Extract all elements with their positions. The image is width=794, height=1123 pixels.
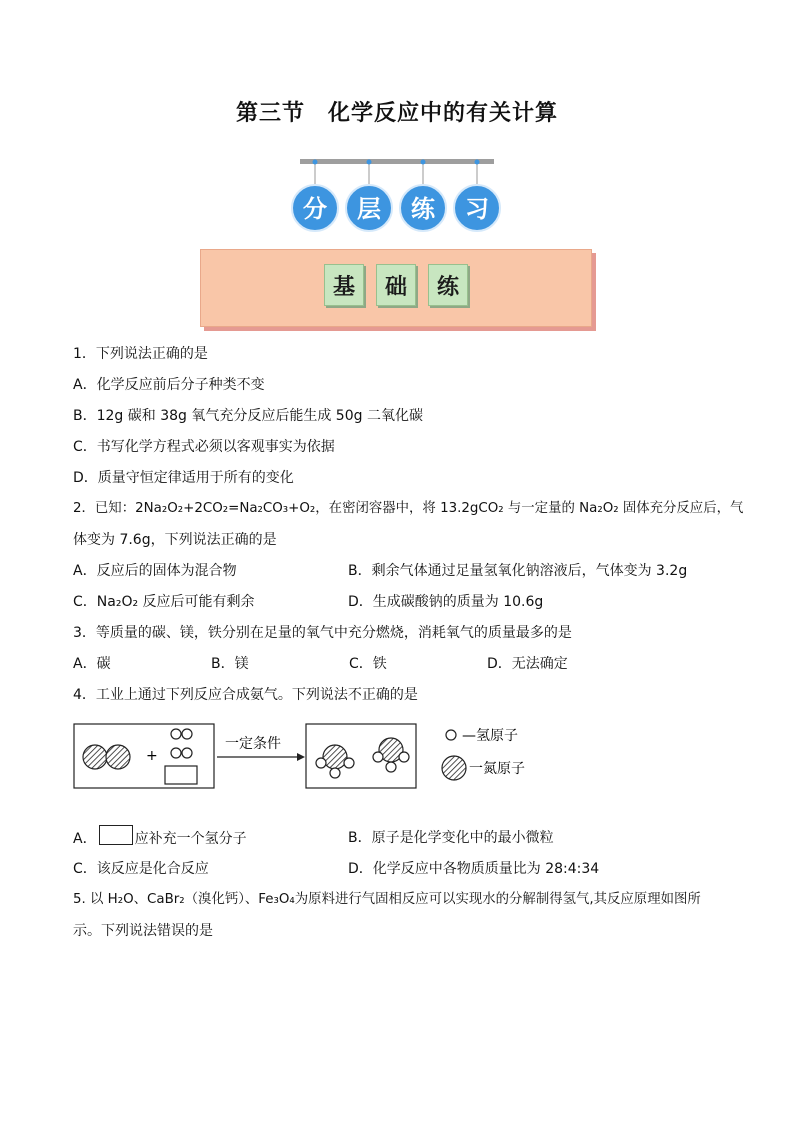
q4-option-d: D．化学反应中各物质质量比为 28:4:34 — [348, 861, 600, 877]
page-title: 第三节 化学反应中的有关计算 — [235, 101, 558, 126]
q4-options-row2 — [73, 856, 723, 887]
q4-option-b: B．原子是化学变化中的最小微粒 — [348, 830, 554, 846]
q2-stem-line1: 2．已知：2Na₂O₂+2CO₂=Na₂CO₃+O₂，在密闭容器中，将 13.2gCO₂ 与一定量的 Na₂O₂ 固体充分反应后，气 — [73, 501, 744, 516]
ammonia-molecule-icon — [316, 745, 354, 778]
hydrogen-atom-icon — [182, 729, 192, 739]
q1-option-b: B．12g 碳和 38g 氧气充分反应后能生成 50g 二氧化碳 — [73, 408, 423, 424]
q4-option-a-text: 应补充一个氢分子 — [134, 831, 247, 847]
q2-stem-line2: 体变为 7.6g，下列说法正确的是 — [73, 532, 277, 548]
legend-nitrogen-label: 一氮原子 — [469, 761, 525, 777]
q4-option-a — [73, 825, 348, 856]
legend-hydrogen-label: —氢原子 — [462, 728, 518, 744]
question-list — [73, 341, 744, 949]
q1-stem: 1．下列说法正确的是 — [73, 346, 208, 362]
legend-hydrogen-icon — [446, 730, 456, 740]
tag-char: 层 — [357, 195, 381, 223]
q3-option-d: D．无法确定 — [487, 656, 568, 672]
arrow-label: 一定条件 — [225, 736, 281, 752]
q5-stem-line1: 5. 以 H₂O、CaBr₂（溴化钙）、Fe₃O₄为原料进行气固相反应可以实现水的分解制得氢气,其反应原理如图所 — [73, 892, 701, 907]
q4-stem: 4．工业上通过下列反应合成氨气。下列说法不正确的是 — [73, 687, 418, 703]
q3-option-a: A．碳 — [73, 656, 111, 672]
blank-box — [165, 766, 197, 784]
q3-options — [73, 651, 723, 682]
reaction-diagram-svg — [73, 713, 723, 825]
q2-options-row1 — [73, 558, 723, 589]
q4-option-a-prefix: A． — [73, 831, 97, 847]
hydrogen-atom-icon — [171, 729, 181, 739]
q2-option-c: C．Na₂O₂ 反应后可能有剩余 — [73, 594, 255, 610]
ammonia-synthesis-diagram — [73, 713, 723, 825]
q2-option-b: B．剩余气体通过足量氢氧化钠溶液后，气体变为 3.2g — [348, 563, 688, 579]
blank-box-inline — [99, 825, 133, 845]
q5-stem-line2: 示。下列说法错误的是 — [73, 923, 213, 939]
section-char: 础 — [376, 264, 416, 306]
tag-char: 习 — [465, 195, 489, 223]
legend-nitrogen-icon — [442, 756, 466, 780]
q3-stem: 3．等质量的碳、镁，铁分别在足量的氧气中充分燃烧，消耗氧气的质量最多的是 — [73, 625, 572, 641]
section-char: 练 — [428, 264, 468, 306]
q1-option-a: A．化学反应前后分子种类不变 — [73, 377, 265, 393]
nitrogen-atom-icon — [106, 745, 130, 769]
nitrogen-atom-icon — [83, 745, 107, 769]
q3-option-b: B．镁 — [211, 656, 249, 672]
q1-option-d: D．质量守恒定律适用于所有的变化 — [73, 470, 294, 486]
q1-option-c: C．书写化学方程式必须以客观事实为依据 — [73, 439, 335, 455]
tag-char: 练 — [411, 195, 435, 223]
hydrogen-atom-icon — [182, 748, 192, 758]
ammonia-molecule-icon — [373, 738, 409, 772]
q2-option-a: A．反应后的固体为混合物 — [73, 563, 237, 579]
q4-options-row1 — [73, 825, 723, 856]
q2-options-row2 — [73, 589, 723, 620]
basic-practice-banner — [200, 249, 592, 327]
q2-option-d: D．生成碳酸钠的质量为 10.6g — [348, 594, 544, 610]
section-char: 基 — [324, 264, 364, 306]
q3-option-c: C．铁 — [349, 656, 387, 672]
plus-sign: + — [146, 748, 158, 764]
q4-option-c: C．该反应是化合反应 — [73, 861, 209, 877]
layered-practice-header — [291, 155, 503, 235]
hydrogen-atom-icon — [171, 748, 181, 758]
tag-char: 分 — [303, 195, 327, 223]
